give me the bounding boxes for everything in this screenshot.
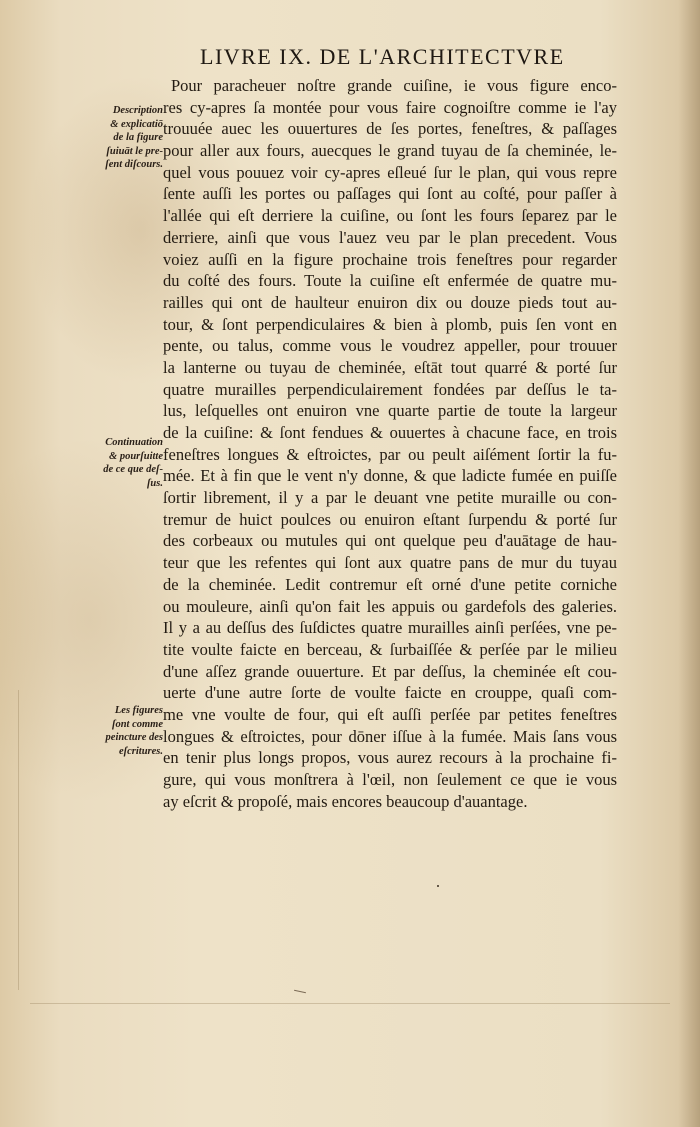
margin-note-line: ſuiuāt le pre-: [106, 145, 163, 157]
text-line: du coſté des fours. Toute la cuiſine eſt enfermée de quatre mu-: [163, 271, 617, 291]
margin-note-line: ſont comme: [111, 718, 163, 730]
page-edge-shadow: [678, 0, 700, 1127]
margin-note-line: ſent diſcours.: [105, 159, 163, 170]
margin-note-line: ſus.: [146, 477, 163, 489]
text-line: de la cuiſine: & ſont fendues & ouuertes à chacune face, en trois: [163, 423, 617, 442]
text-line: Pour paracheuer noſtre grande cuiſine, ie vous figure enco-: [171, 76, 617, 95]
text-line: feneſtres longues & eſtroictes, par ou peult aiſément ſortir la fu-: [163, 444, 617, 464]
margin-note-line: & explicatiō: [110, 118, 163, 130]
text-line: tremur de huict poulces ou enuiron eſtant ſurpendu & porté ſur: [163, 509, 617, 529]
faint-rule: [30, 1003, 670, 1004]
text-line: ſente auſſi les portes ou paſſages qui ſont au coſté, pour paſſer à: [163, 184, 617, 204]
text-line: Il y a au deſſus des ſuſdictes quatre murailles ainſi perſées, vne pe-: [163, 618, 617, 638]
ink-speck: [437, 885, 439, 887]
margin-note-continuation: [95, 436, 163, 490]
margin-note-line: Description: [112, 105, 163, 116]
margin-note-line: peincture des: [105, 732, 163, 743]
text-line: ou mouleure, ainſi qu'on fait les appuis ou gardefols des galeries.: [163, 596, 617, 616]
text-line: ſortir librement, il y a par le deuant vne petite muraille ou con-: [163, 488, 617, 508]
text-line: uerte d'une autre ſorte de voulte faicte en crouppe, quaſi com-: [163, 683, 617, 703]
body-text: [163, 75, 617, 812]
text-line: d'une aſſez grande ouuerture. Et par deſſus, la cheminée eſt cou-: [163, 661, 617, 681]
margin-note-figures: [95, 704, 163, 758]
running-head: LIVRE IX. DE L'ARCHITECTVRE: [200, 44, 565, 69]
faint-rule: [18, 690, 19, 990]
text-line: derriere, ainſi que vous l'auez veu par le plan precedent. Vous: [163, 227, 617, 247]
text-line: tite voulte faicte en berceau, & ſurbaiſſée & perſée par le milieu: [163, 639, 617, 659]
margin-note-description: [95, 104, 163, 172]
text-line: en tenir plus longs propos, vous aurez recours à la prochaine fi-: [163, 748, 617, 768]
text-line: la lanterne ou tuyau de cheminée, eſtāt tout quarré & porté ſur: [163, 357, 617, 377]
text-line: ay eſcrit & propoſé, mais encores beaucoup d'auantage.: [163, 791, 528, 811]
text-line: railles qui ont de haulteur enuiron dix ou douze pieds tout au-: [163, 292, 617, 312]
margin-note-line: eſcritures.: [118, 745, 163, 757]
text-line: de la cheminée. Ledit contremur eſt orné d'une petite corniche: [163, 574, 617, 594]
margin-note-line: de la figure: [113, 132, 163, 143]
text-line: quatre murailles perpendiculairement fondées par deſſus le ta-: [163, 379, 617, 399]
text-line: tour, & ſont perpendiculaires & bien à plomb, puis ſen vont en: [163, 314, 617, 334]
text-line: l'allée qui eſt derriere la cuiſine, ou ſont les fours ſeparez par le: [163, 206, 617, 226]
text-line: gure, qui vous monſtrera à l'œil, non ſeulement ce que ie vous: [163, 770, 617, 789]
text-line: me vne voulte de four, qui eſt auſſi perſée par petites feneſtres: [163, 704, 617, 724]
text-line: teur que les refentes qui ſont aux quatre pans de mur du tuyau: [163, 553, 617, 573]
margin-note-line: de ce que deſ-: [103, 464, 163, 475]
text-line: pour aller aux fours, auecques le grand tuyau de ſa cheminée, le-: [163, 141, 617, 161]
text-line: des corbeaux ou mutules qui ont quelque peu d'auātage de hau-: [163, 531, 617, 551]
margin-note-line: Les figures: [114, 705, 163, 716]
text-line: lus, leſquelles ont enuiron vne quarte partie de toute la largeur: [163, 401, 617, 421]
margin-note-line: Continuation: [105, 437, 163, 448]
text-line: trouuée auec les ouuertures de ſes portes, feneſtres, & paſſages: [163, 119, 617, 139]
text-line: res cy-apres ſa montée pour vous faire cognoiſtre comme ie l'ay: [163, 97, 617, 117]
text-line: mée. Et à fin que le vent n'y donne, & que ladicte fumée en puiſſe: [163, 466, 617, 486]
ink-mark: [294, 990, 306, 993]
text-line: pente, ou talus, comme vous le voudrez appeller, pour trouuer: [163, 336, 617, 356]
text-line: quel vous pouuez voir cy-apres eſleué ſur le plan, qui vous repre: [163, 162, 617, 182]
text-line: longues & eſtroictes, pour dōner iſſue à la fumée. Mais ſans vous: [163, 726, 617, 746]
text-line: voiez auſſi en la figure prochaine trois feneſtres pour regarder: [163, 249, 617, 269]
margin-note-line: & pourſuitte: [109, 450, 163, 462]
